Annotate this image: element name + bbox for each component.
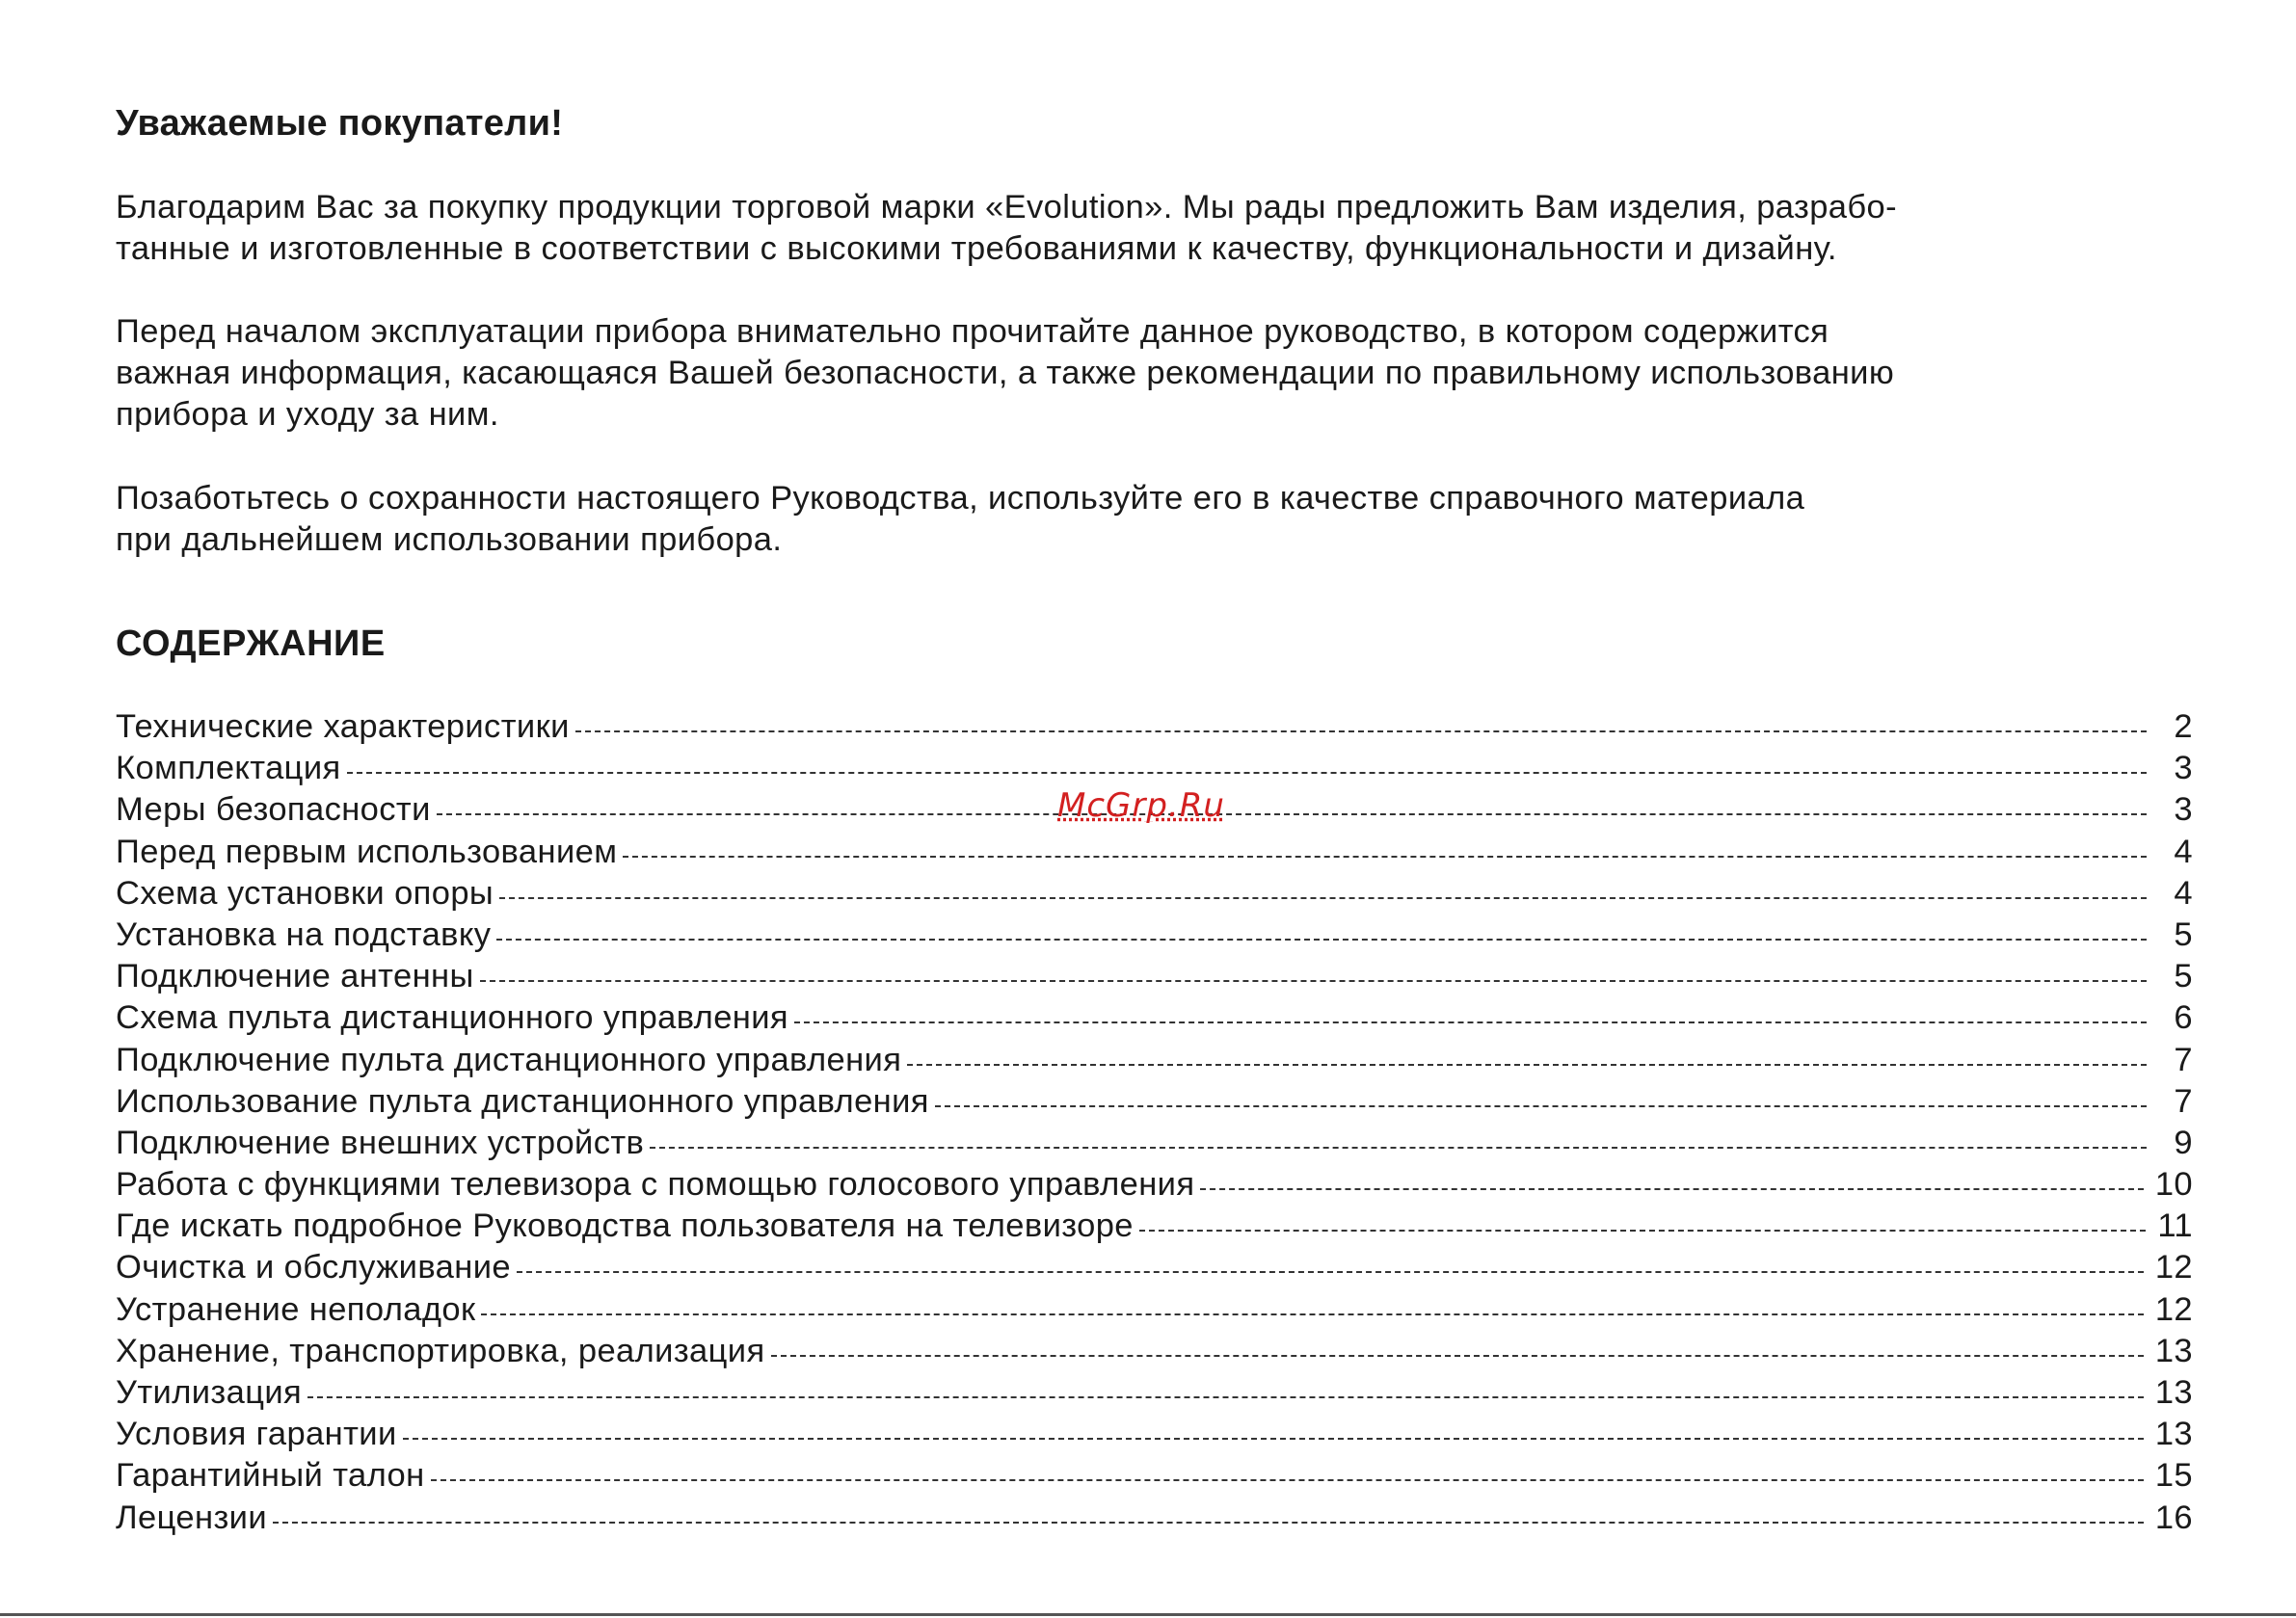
toc-entry xyxy=(116,1164,2193,1206)
toc-entry-page: 3 xyxy=(2174,750,2193,787)
toc-entry-page: 9 xyxy=(2174,1124,2193,1161)
toc-entry-title: Комплектация xyxy=(116,750,341,787)
toc-entry-page: 10 xyxy=(2154,1166,2193,1204)
toc-entry-page: 12 xyxy=(2154,1249,2193,1286)
toc-entry-page: 4 xyxy=(2174,833,2193,870)
paragraph-line: прибора и уходу за ним. xyxy=(116,396,499,433)
toc-dot-leader xyxy=(431,1479,2144,1481)
paragraph-line: Позаботьтесь о сохранности настоящего Руководства, используйте его в качестве справочного материала xyxy=(116,480,1805,517)
toc-entry xyxy=(116,1247,2193,1288)
toc-entry-title: Меры безопасности xyxy=(116,791,431,829)
greeting-heading: Уважаемые покупатели! xyxy=(116,103,564,144)
toc-entry xyxy=(116,956,2193,997)
toc-entry-page: 6 xyxy=(2174,999,2193,1037)
toc-entry xyxy=(116,1289,2193,1331)
toc-entry-page: 7 xyxy=(2174,1041,2193,1078)
thanks-paragraph xyxy=(116,187,2198,270)
toc-entry xyxy=(116,1331,2193,1372)
toc-dot-leader xyxy=(273,1522,2144,1524)
toc-entry xyxy=(116,997,2193,1039)
toc-dot-leader xyxy=(480,980,2147,982)
toc-entry-page: 2 xyxy=(2174,708,2193,745)
toc-entry-title: Схема пульта дистанционного управления xyxy=(116,999,789,1037)
toc-entry xyxy=(116,1040,2193,1081)
toc-dot-leader xyxy=(499,897,2147,899)
toc-entry xyxy=(116,748,2193,789)
toc-dot-leader xyxy=(481,1313,2143,1315)
toc-entry xyxy=(116,873,2193,915)
toc-entry-title: Лецензии xyxy=(116,1499,268,1536)
toc-entry-page: 5 xyxy=(2174,958,2193,995)
toc-entry-page: 13 xyxy=(2154,1416,2193,1453)
toc-dot-leader xyxy=(517,1271,2144,1273)
toc-dot-leader xyxy=(437,813,2147,815)
toc-entry-page: 13 xyxy=(2154,1332,2193,1369)
toc-entry-title: Использование пульта дистанционного управления xyxy=(116,1082,929,1120)
paragraph-line: танные и изготовленные в соответствии с высокими требованиями к качеству, функциональности и дизайну. xyxy=(116,230,1837,267)
toc-dot-leader xyxy=(1139,1230,2147,1232)
toc-entry-page: 7 xyxy=(2174,1082,2193,1120)
toc-dot-leader xyxy=(403,1438,2144,1440)
toc-entry xyxy=(116,1206,2193,1247)
toc-entry xyxy=(116,1123,2193,1164)
toc-entry xyxy=(116,1372,2193,1414)
keep-manual-paragraph xyxy=(116,478,2198,561)
toc-entry-title: Подключение внешних устройств xyxy=(116,1124,645,1161)
toc-dot-leader xyxy=(496,939,2147,941)
toc-entry-title: Очистка и обслуживание xyxy=(116,1249,511,1286)
watermark-text: McGrp.Ru xyxy=(1057,786,1225,825)
instructions-paragraph xyxy=(116,311,2198,436)
toc-entry-title: Работа с функциями телевизора с помощью голосового управления xyxy=(116,1166,1195,1204)
toc-dot-leader xyxy=(347,772,2147,774)
toc-entry xyxy=(116,832,2193,873)
toc-entry xyxy=(116,1414,2193,1455)
toc-dot-leader xyxy=(771,1355,2144,1357)
toc-entry-page: 12 xyxy=(2154,1290,2193,1328)
toc-entry-title: Технические характеристики xyxy=(116,708,570,745)
toc-entry-title: Устранение неполадок xyxy=(116,1290,476,1328)
toc-dot-leader xyxy=(1200,1188,2143,1190)
bottom-divider xyxy=(0,1613,2296,1616)
toc-entry-page: 5 xyxy=(2174,915,2193,953)
toc-dot-leader xyxy=(307,1396,2144,1398)
paragraph-line: Благодарим Вас за покупку продукции торговой марки «Evolution». Мы рады предложить Вам изделия, разрабо- xyxy=(116,189,1898,225)
toc-dot-leader xyxy=(623,856,2147,858)
toc-dot-leader xyxy=(650,1147,2147,1149)
toc-entry-page: 3 xyxy=(2174,791,2193,829)
toc-entry xyxy=(116,1498,2193,1539)
toc-heading: СОДЕРЖАНИЕ xyxy=(116,623,386,664)
toc-entry-page: 15 xyxy=(2154,1457,2193,1495)
toc-entry-title: Хранение, транспортировка, реализация xyxy=(116,1332,765,1369)
toc-entry xyxy=(116,915,2193,956)
toc-dot-leader xyxy=(935,1105,2147,1107)
toc-entry-title: Утилизация xyxy=(116,1374,303,1411)
toc-entry xyxy=(116,706,2193,748)
toc-entry-page: 4 xyxy=(2174,874,2193,912)
toc-entry-page: 11 xyxy=(2157,1207,2193,1245)
toc-entry-page: 16 xyxy=(2154,1499,2193,1536)
toc-entry-title: Гарантийный талон xyxy=(116,1457,425,1495)
paragraph-line: важная информация, касающаяся Вашей безопасности, а также рекомендации по правильному использованию xyxy=(116,355,1895,391)
toc-entry-title: Условия гарантии xyxy=(116,1416,397,1453)
toc-entry xyxy=(116,1455,2193,1497)
toc-entry-title: Подключение антенны xyxy=(116,958,474,995)
toc-dot-leader xyxy=(575,730,2147,732)
toc-dot-leader xyxy=(907,1064,2147,1066)
table-of-contents xyxy=(116,706,2193,1539)
paragraph-line: при дальнейшем использовании прибора. xyxy=(116,521,783,558)
toc-entry-title: Установка на подставку xyxy=(116,915,492,953)
toc-entry-title: Подключение пульта дистанционного управления xyxy=(116,1041,902,1078)
toc-entry-page: 13 xyxy=(2154,1374,2193,1411)
toc-entry-title: Схема установки опоры xyxy=(116,874,494,912)
toc-entry-title: Где искать подробное Руководства пользователя на телевизоре xyxy=(116,1207,1134,1245)
paragraph-line: Перед началом эксплуатации прибора внимательно прочитайте данное руководство, в котором содержится xyxy=(116,313,1829,350)
toc-dot-leader xyxy=(794,1021,2147,1023)
toc-entry xyxy=(116,1081,2193,1123)
toc-entry-title: Перед первым использованием xyxy=(116,833,618,870)
